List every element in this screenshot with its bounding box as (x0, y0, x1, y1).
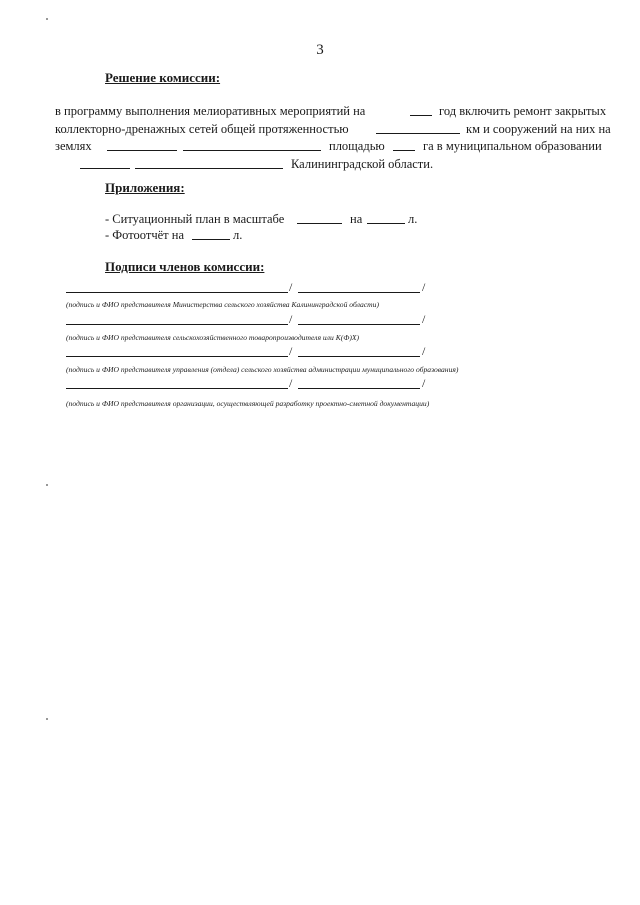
decision-text: км и сооружений на них на (466, 122, 611, 136)
decision-text: землях (55, 139, 92, 153)
decision-text: в программу выполнения мелиоративных мероприятий на (55, 104, 366, 118)
signature-row[interactable] (66, 344, 436, 359)
lands-field[interactable] (183, 139, 321, 151)
decision-text: год включить ремонт закрытых (439, 104, 607, 118)
page-number: 3 (316, 42, 324, 58)
decision-text: Калининградской области. (291, 157, 434, 171)
scale-field[interactable] (297, 212, 342, 224)
signature-row[interactable] (66, 312, 436, 327)
scan-mark (46, 484, 48, 486)
name-line[interactable] (298, 388, 420, 389)
municipality-field[interactable] (135, 157, 283, 169)
slash: / (289, 344, 293, 358)
signatures-heading: Подписи членов комиссии: (105, 259, 265, 274)
attachment-text: л. (408, 212, 418, 226)
attachment-text: л. (233, 228, 243, 242)
decision-text: коллекторно-дренажных сетей общей протяженностью (55, 122, 349, 136)
decision-text: площадью (329, 139, 385, 153)
scan-mark (46, 18, 48, 20)
decision-heading: Решение комиссии: (105, 70, 221, 85)
attachment-text: на (350, 212, 363, 226)
municipality-field[interactable] (80, 157, 130, 169)
signature-caption: (подпись и ФИО представителя Министерства сельского хозяйства Калининградской области) (66, 300, 379, 309)
scan-mark (46, 718, 48, 720)
attachment-text: - Ситуационный план в масштабе (105, 212, 285, 226)
length-field[interactable] (376, 122, 460, 134)
signature-row[interactable] (66, 376, 436, 391)
name-line[interactable] (298, 292, 420, 293)
attachments-heading: Приложения: (105, 180, 185, 195)
signature-row[interactable] (66, 280, 436, 295)
area-field[interactable] (393, 139, 415, 151)
photo-sheets-field[interactable] (192, 228, 230, 240)
slash: / (289, 312, 293, 326)
slash: / (422, 312, 426, 326)
signature-line[interactable] (66, 292, 288, 293)
signature-caption: (подпись и ФИО представителя организации, осуществляющей разработку проектно-сметной документации) (66, 399, 430, 408)
slash: / (289, 280, 293, 294)
decision-text: га в муниципальном образовании (423, 139, 602, 153)
name-line[interactable] (298, 324, 420, 325)
slash: / (422, 280, 426, 294)
year-field[interactable] (410, 104, 432, 116)
sheets-field[interactable] (367, 212, 405, 224)
signature-caption: (подпись и ФИО представителя сельскохозяйственного товаропроизводителя или К(Ф)Х) (66, 333, 360, 342)
attachment-text: - Фотоотчёт на (105, 228, 185, 242)
signature-caption: (подпись и ФИО представителя управления (отдела) сельского хозяйства администрации муниципального образования) (66, 365, 459, 374)
lands-field[interactable] (107, 139, 177, 151)
slash: / (289, 376, 293, 390)
signature-line[interactable] (66, 356, 288, 357)
name-line[interactable] (298, 356, 420, 357)
signature-line[interactable] (66, 388, 288, 389)
signature-line[interactable] (66, 324, 288, 325)
slash: / (422, 344, 426, 358)
slash: / (422, 376, 426, 390)
